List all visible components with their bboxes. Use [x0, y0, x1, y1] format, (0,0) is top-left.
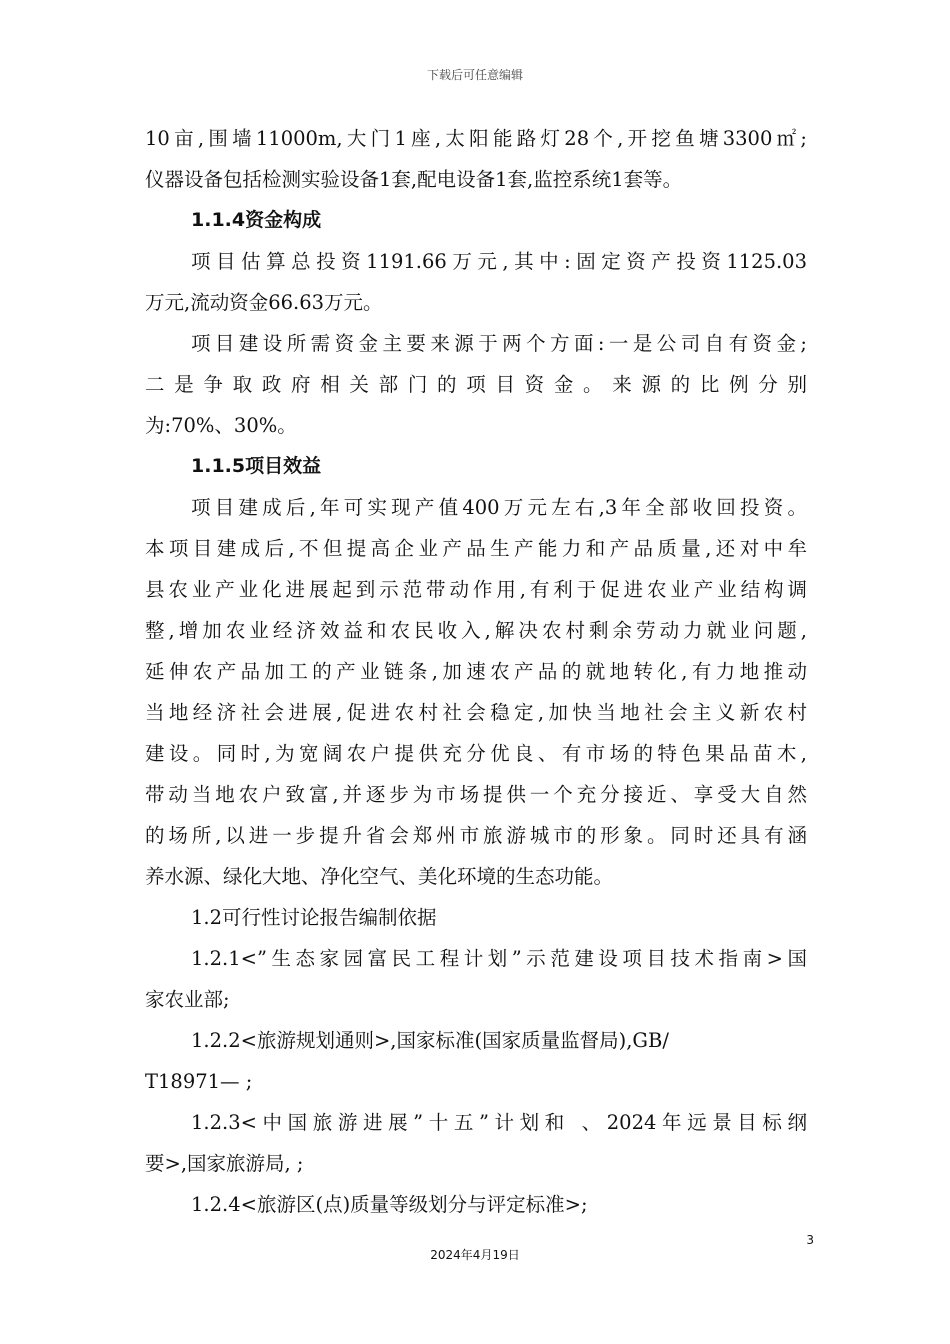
body-text-line: 建设。同时,为宽阔农户提供充分优良、有市场的特色果品苗木,	[145, 742, 807, 765]
body-text-line: 带动当地农户致富,并逐步为市场提供一个充分接近、享受大自然	[145, 783, 807, 806]
body-text-line: 项目建成后,年可实现产值400万元左右,3年全部收回投资。	[191, 496, 807, 519]
body-text-line: 1.2.3<中国旅游进展”十五”计划和 、2024年远景目标纲	[191, 1111, 807, 1134]
page-header-note: 下载后可任意编辑	[426, 68, 523, 82]
footer-date: 2024年4月19日	[430, 1248, 520, 1262]
body-text-line: 1.2.4<旅游区(点)质量等级划分与评定标准>;	[191, 1193, 588, 1216]
body-text-line: 二是争取政府相关部门的项目资金。来源的比例分别	[145, 373, 807, 396]
section-heading: 1.1.5项目效益	[191, 455, 322, 477]
body-text-line: 1.2可行性讨论报告编制依据	[191, 906, 437, 929]
body-text-line: 项目建设所需资金主要来源于两个方面:一是公司自有资金;	[191, 332, 807, 355]
body-text-line: 当地经济社会进展,促进农村社会稳定,加快当地社会主义新农村	[145, 701, 807, 724]
body-text-line: 仪器设备包括检测实验设备1套,配电设备1套,监控系统1套等。	[145, 168, 683, 191]
body-text-line: 养水源、绿化大地、净化空气、美化环境的生态功能。	[145, 865, 614, 888]
document-body	[145, 118, 807, 1225]
body-text-line: 的场所,以进一步提升省会郑州市旅游城市的形象。同时还具有涵	[145, 824, 807, 847]
body-text-line: T18971— ;	[145, 1070, 253, 1093]
body-text-line: 要>,国家旅游局, ;	[145, 1152, 304, 1175]
body-text-line: 延伸农产品加工的产业链条,加速农产品的就地转化,有力地推动	[145, 660, 807, 683]
section-heading: 1.1.4资金构成	[191, 209, 322, 231]
body-text-line: 万元,流动资金66.63万元。	[145, 291, 383, 314]
body-text-line: 家农业部;	[145, 988, 230, 1011]
body-text-line: 县农业产业化进展起到示范带动作用,有利于促进农业产业结构调	[145, 578, 807, 601]
body-text-line: 项目估算总投资1191.66万元,其中:固定资产投资1125.03	[191, 250, 807, 273]
body-text-line: 1.2.1<”生态家园富民工程计划”示范建设项目技术指南>国	[191, 947, 807, 970]
body-text-line: 整,增加农业经济效益和农民收入,解决农村剩余劳动力就业问题,	[145, 619, 807, 642]
body-text-line: 本项目建成后,不但提高企业产品生产能力和产品质量,还对中牟	[145, 537, 807, 560]
body-text-line: 10亩,围墙11000m,大门1座,太阳能路灯28个,开挖鱼塘3300㎡;	[145, 127, 807, 150]
page-number: 3	[806, 1233, 814, 1247]
body-text-line: 为:70%、30%。	[145, 414, 297, 437]
body-text-line: 1.2.2<旅游规划通则>,国家标准(国家质量监督局),GB/	[191, 1029, 669, 1052]
